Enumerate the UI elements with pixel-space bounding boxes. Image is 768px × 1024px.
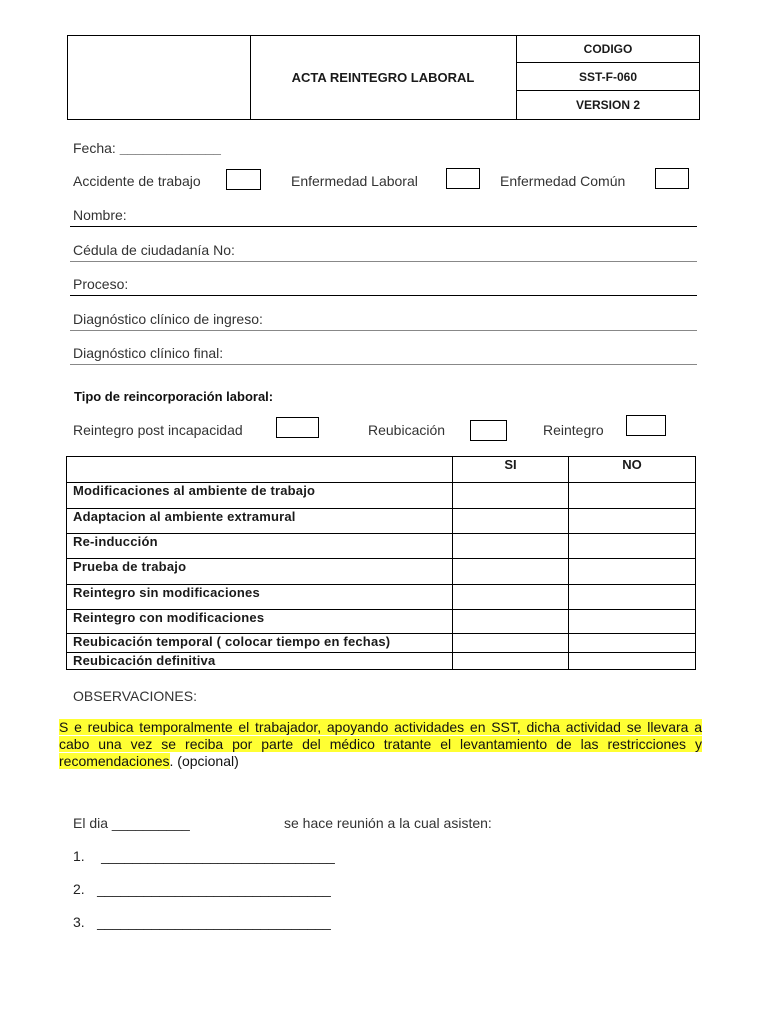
diag-ingreso-label: Diagnóstico clínico de ingreso: (73, 311, 263, 327)
reubicacion-checkbox[interactable] (470, 420, 507, 441)
table-row (67, 559, 696, 585)
code-label: CODIGO (517, 36, 699, 63)
observation-suffix: . (opcional) (169, 753, 239, 769)
si-cell[interactable] (453, 585, 569, 610)
observaciones-label: OBSERVACIONES: (73, 688, 197, 704)
attendee-number: 1. (73, 848, 85, 864)
el-dia-text: El dia __________ (73, 815, 190, 831)
row-label: Reubicación definitiva (67, 653, 453, 670)
attendee-blank[interactable]: ______________________________ (101, 848, 335, 864)
col-no-header: NO (569, 457, 696, 483)
no-cell[interactable] (569, 653, 696, 670)
row-label: Re-inducción (67, 534, 453, 559)
no-cell[interactable] (569, 483, 696, 509)
enfermedad-comun-label: Enfermedad Común (500, 173, 626, 189)
highlighted-observation: S e reubica temporalmente el trabajador, apoyando actividades en SST, dicha actividad se llevara a cabo una vez se reciba por parte del médico tratante el levantamiento de las restricciones y recomendaciones (59, 719, 702, 769)
document-title: ACTA REINTEGRO LABORAL (250, 36, 517, 119)
reintegro-checkbox[interactable] (626, 415, 666, 436)
table-row (67, 585, 696, 610)
no-cell[interactable] (569, 585, 696, 610)
no-cell[interactable] (569, 559, 696, 585)
attendee-number: 3. (73, 914, 85, 930)
no-cell[interactable] (569, 509, 696, 534)
cedula-line[interactable] (70, 261, 697, 262)
si-cell[interactable] (453, 559, 569, 585)
attendee-item (73, 914, 331, 932)
attendee-item (73, 848, 335, 866)
si-cell[interactable] (453, 634, 569, 653)
table-row (67, 509, 696, 534)
reincorporation-table (66, 456, 696, 670)
si-cell[interactable] (453, 509, 569, 534)
col-si-header: SI (453, 457, 569, 483)
enfermedad-laboral-checkbox[interactable] (446, 168, 480, 189)
no-cell[interactable] (569, 634, 696, 653)
code-value: SST-F-060 (517, 63, 699, 91)
no-cell[interactable] (569, 534, 696, 559)
attendee-item (73, 881, 331, 899)
accidente-label: Accidente de trabajo (73, 173, 201, 189)
document-header (67, 35, 700, 120)
fecha-blank[interactable]: _____________ (119, 140, 221, 156)
table-row (67, 653, 696, 670)
logo-placeholder (68, 36, 251, 119)
reubicacion-label: Reubicación (368, 422, 446, 438)
table-header-row (67, 457, 696, 483)
row-label: Prueba de trabajo (67, 559, 453, 585)
attendee-blank[interactable]: ______________________________ (97, 881, 331, 897)
asisten-text: se hace reunión a la cual asisten: (284, 815, 492, 831)
diag-final-label: Diagnóstico clínico final: (73, 345, 224, 361)
version-label: VERSION 2 (575, 98, 641, 112)
diag-final-line[interactable] (70, 364, 697, 365)
post-incapacidad-checkbox[interactable] (276, 417, 319, 438)
post-incapacidad-label: Reintegro post incapacidad (73, 422, 243, 438)
row-label: Modificaciones al ambiente de trabajo (67, 483, 453, 509)
table-row (67, 534, 696, 559)
enfermedad-laboral-label: Enfermedad Laboral (291, 173, 418, 189)
tipo-heading: Tipo de reincorporación laboral: (74, 389, 274, 404)
si-cell[interactable] (453, 653, 569, 670)
table-row (67, 610, 696, 634)
enfermedad-comun-checkbox[interactable] (655, 168, 689, 189)
attendee-number: 2. (73, 881, 85, 897)
cedula-label: Cédula de ciudadanía No: (73, 242, 235, 258)
row-label: Reintegro con modificaciones (67, 610, 453, 634)
si-cell[interactable] (453, 483, 569, 509)
fecha-label: Fecha: (73, 140, 116, 156)
attendee-blank[interactable]: ______________________________ (97, 914, 331, 930)
accidente-checkbox[interactable] (226, 169, 261, 190)
row-label: Reintegro sin modificaciones (67, 585, 453, 610)
proceso-line[interactable] (70, 295, 697, 296)
empty-header-cell (67, 457, 453, 483)
row-label: Adaptacion al ambiente extramural (67, 509, 453, 534)
nombre-label: Nombre: (73, 207, 127, 223)
table-row (67, 483, 696, 509)
nombre-line[interactable] (70, 226, 697, 227)
table-row (67, 634, 696, 653)
fecha-field (73, 140, 221, 156)
si-cell[interactable] (453, 610, 569, 634)
row-label: Reubicación temporal ( colocar tiempo en fechas) (67, 634, 453, 653)
observaciones-text (59, 719, 702, 770)
diag-ingreso-line[interactable] (70, 330, 697, 331)
no-cell[interactable] (569, 610, 696, 634)
si-cell[interactable] (453, 534, 569, 559)
proceso-label: Proceso: (73, 276, 129, 292)
reintegro-label: Reintegro (543, 422, 604, 438)
